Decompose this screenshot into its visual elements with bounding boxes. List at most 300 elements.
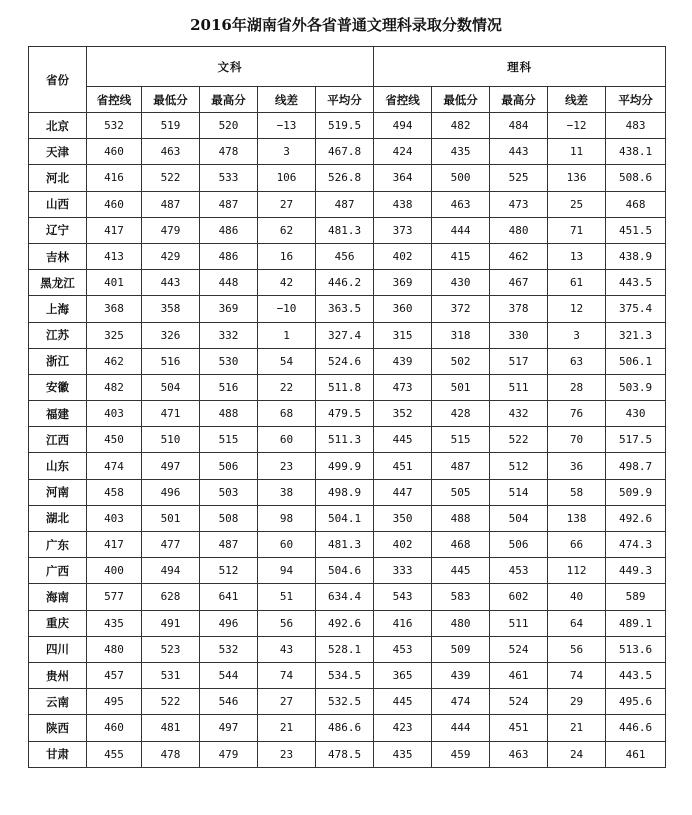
score-cell: 495: [87, 689, 142, 715]
score-cell: 136: [548, 165, 606, 191]
score-cell: 375.4: [606, 296, 666, 322]
score-cell: 522: [142, 165, 200, 191]
score-cell: 66: [548, 532, 606, 558]
province-cell: 海南: [29, 584, 87, 610]
score-cell: 602: [490, 584, 548, 610]
table-row: [29, 610, 666, 636]
score-cell: 487: [200, 532, 258, 558]
score-cell: 417: [87, 217, 142, 243]
score-cell: 510: [142, 427, 200, 453]
score-cell: 446.6: [606, 715, 666, 741]
score-cell: 516: [200, 374, 258, 400]
score-cell: 27: [258, 191, 316, 217]
score-cell: 402: [374, 243, 432, 269]
score-cell: 467.8: [316, 139, 374, 165]
score-cell: 508.6: [606, 165, 666, 191]
score-cell: 532: [87, 113, 142, 139]
score-cell: 378: [490, 296, 548, 322]
score-cell: 468: [432, 532, 490, 558]
score-cell: 500: [432, 165, 490, 191]
table-row: [29, 270, 666, 296]
score-cell: 528.1: [316, 636, 374, 662]
score-cell: 496: [142, 479, 200, 505]
score-cell: 43: [258, 636, 316, 662]
province-cell: 甘肃: [29, 741, 87, 767]
score-cell: 509.9: [606, 479, 666, 505]
score-cell: 494: [142, 558, 200, 584]
score-cell: 36: [548, 453, 606, 479]
score-cell: 477: [142, 532, 200, 558]
score-cell: 511: [490, 610, 548, 636]
column-header: 线差: [548, 87, 606, 113]
score-cell: 491: [142, 610, 200, 636]
score-cell: 60: [258, 532, 316, 558]
score-cell: 462: [490, 243, 548, 269]
score-cell: 514: [490, 479, 548, 505]
score-cell: 486.6: [316, 715, 374, 741]
score-cell: 435: [432, 139, 490, 165]
header-row-columns: [29, 87, 666, 113]
table-body: [29, 113, 666, 768]
province-cell: 河北: [29, 165, 87, 191]
score-cell: 479.5: [316, 401, 374, 427]
province-cell: 天津: [29, 139, 87, 165]
score-cell: 416: [374, 610, 432, 636]
score-cell: 428: [432, 401, 490, 427]
score-cell: 403: [87, 505, 142, 531]
score-cell: 463: [142, 139, 200, 165]
score-cell: 517: [490, 348, 548, 374]
table-row: [29, 558, 666, 584]
score-cell: 463: [490, 741, 548, 767]
score-cell: 445: [432, 558, 490, 584]
score-cell: 23: [258, 741, 316, 767]
score-cell: 517.5: [606, 427, 666, 453]
score-cell: 3: [258, 139, 316, 165]
score-cell: 438.1: [606, 139, 666, 165]
score-cell: 448: [200, 270, 258, 296]
score-cell: 451: [490, 715, 548, 741]
score-cell: 460: [87, 139, 142, 165]
table-row: [29, 662, 666, 688]
province-cell: 山东: [29, 453, 87, 479]
score-cell: 481.3: [316, 532, 374, 558]
column-header: 最低分: [142, 87, 200, 113]
score-cell: 112: [548, 558, 606, 584]
score-cell: 459: [432, 741, 490, 767]
score-cell: 443.5: [606, 270, 666, 296]
score-cell: 424: [374, 139, 432, 165]
score-cell: 532: [200, 636, 258, 662]
score-cell: 456: [316, 243, 374, 269]
score-cell: 24: [548, 741, 606, 767]
score-cell: 369: [374, 270, 432, 296]
score-cell: 488: [200, 401, 258, 427]
score-cell: 589: [606, 584, 666, 610]
score-cell: 54: [258, 348, 316, 374]
table-row: [29, 374, 666, 400]
score-cell: 445: [374, 689, 432, 715]
score-cell: 495.6: [606, 689, 666, 715]
score-cell: 27: [258, 689, 316, 715]
score-cell: 583: [432, 584, 490, 610]
score-cell: 628: [142, 584, 200, 610]
score-cell: 430: [606, 401, 666, 427]
province-cell: 广东: [29, 532, 87, 558]
score-cell: 68: [258, 401, 316, 427]
score-cell: 480: [87, 636, 142, 662]
score-cell: 446.2: [316, 270, 374, 296]
score-cell: 530: [200, 348, 258, 374]
score-cell: 502: [432, 348, 490, 374]
score-cell: 402: [374, 532, 432, 558]
score-cell: 523: [142, 636, 200, 662]
province-cell: 河南: [29, 479, 87, 505]
score-cell: 451: [374, 453, 432, 479]
score-cell: 506.1: [606, 348, 666, 374]
score-cell: 501: [142, 505, 200, 531]
score-cell: 403: [87, 401, 142, 427]
score-cell: 1: [258, 322, 316, 348]
score-cell: 460: [87, 715, 142, 741]
table-row: [29, 322, 666, 348]
score-cell: 363.5: [316, 296, 374, 322]
score-cell: 451.5: [606, 217, 666, 243]
score-cell: 497: [142, 453, 200, 479]
score-cell: 439: [432, 662, 490, 688]
score-cell: 29: [548, 689, 606, 715]
table-row: [29, 217, 666, 243]
score-cell: 506: [200, 453, 258, 479]
score-cell: 524: [490, 689, 548, 715]
score-cell: −12: [548, 113, 606, 139]
score-cell: 438.9: [606, 243, 666, 269]
score-cell: 401: [87, 270, 142, 296]
score-cell: 40: [548, 584, 606, 610]
score-cell: 498.9: [316, 479, 374, 505]
score-cell: 480: [432, 610, 490, 636]
score-cell: 483: [606, 113, 666, 139]
score-cell: 21: [548, 715, 606, 741]
score-cell: 494: [374, 113, 432, 139]
score-cell: 326: [142, 322, 200, 348]
score-cell: 479: [142, 217, 200, 243]
score-cell: 524: [490, 636, 548, 662]
score-cell: 509: [432, 636, 490, 662]
score-cell: 532.5: [316, 689, 374, 715]
score-cell: 327.4: [316, 322, 374, 348]
score-cell: 503.9: [606, 374, 666, 400]
province-cell: 湖北: [29, 505, 87, 531]
column-header: 最低分: [432, 87, 490, 113]
score-cell: 474: [87, 453, 142, 479]
score-cell: 321.3: [606, 322, 666, 348]
score-cell: 525: [490, 165, 548, 191]
score-cell: 453: [374, 636, 432, 662]
group-header-like: 理科: [374, 47, 666, 87]
score-cell: 497: [200, 715, 258, 741]
score-cell: 60: [258, 427, 316, 453]
score-cell: 544: [200, 662, 258, 688]
score-cell: 429: [142, 243, 200, 269]
score-cell: 416: [87, 165, 142, 191]
score-cell: 423: [374, 715, 432, 741]
score-cell: 369: [200, 296, 258, 322]
score-cell: 515: [432, 427, 490, 453]
score-cell: 3: [548, 322, 606, 348]
score-cell: 634.4: [316, 584, 374, 610]
score-cell: 365: [374, 662, 432, 688]
score-cell: 504.1: [316, 505, 374, 531]
score-cell: 504: [490, 505, 548, 531]
score-cell: 506: [490, 532, 548, 558]
score-cell: 458: [87, 479, 142, 505]
score-cell: 413: [87, 243, 142, 269]
score-cell: 38: [258, 479, 316, 505]
score-table: [28, 46, 666, 768]
score-cell: 62: [258, 217, 316, 243]
score-cell: 487: [142, 191, 200, 217]
province-cell: 吉林: [29, 243, 87, 269]
score-cell: 453: [490, 558, 548, 584]
score-cell: 499.9: [316, 453, 374, 479]
table-row: [29, 689, 666, 715]
score-cell: 481: [142, 715, 200, 741]
column-header: 省控线: [87, 87, 142, 113]
score-cell: 360: [374, 296, 432, 322]
score-cell: 415: [432, 243, 490, 269]
score-cell: 526.8: [316, 165, 374, 191]
score-cell: 511.3: [316, 427, 374, 453]
score-cell: 519.5: [316, 113, 374, 139]
score-cell: 467: [490, 270, 548, 296]
score-cell: 533: [200, 165, 258, 191]
column-header: 最高分: [490, 87, 548, 113]
score-cell: 487: [200, 191, 258, 217]
score-cell: 51: [258, 584, 316, 610]
province-cell: 山西: [29, 191, 87, 217]
column-header: 平均分: [606, 87, 666, 113]
score-cell: 443: [142, 270, 200, 296]
score-cell: 543: [374, 584, 432, 610]
column-header: 最高分: [200, 87, 258, 113]
score-cell: 373: [374, 217, 432, 243]
score-cell: 358: [142, 296, 200, 322]
table-row: [29, 505, 666, 531]
score-cell: 61: [548, 270, 606, 296]
score-cell: 516: [142, 348, 200, 374]
score-cell: 498.7: [606, 453, 666, 479]
province-cell: 重庆: [29, 610, 87, 636]
score-cell: 522: [490, 427, 548, 453]
table-row: [29, 296, 666, 322]
score-cell: 352: [374, 401, 432, 427]
score-cell: 505: [432, 479, 490, 505]
score-cell: 42: [258, 270, 316, 296]
score-cell: 364: [374, 165, 432, 191]
score-cell: 330: [490, 322, 548, 348]
score-cell: 496: [200, 610, 258, 636]
score-cell: 457: [87, 662, 142, 688]
score-cell: 461: [606, 741, 666, 767]
table-row: [29, 165, 666, 191]
score-cell: 519: [142, 113, 200, 139]
score-cell: 74: [258, 662, 316, 688]
score-cell: 450: [87, 427, 142, 453]
group-header-wenke: 文科: [87, 47, 374, 87]
score-cell: 473: [374, 374, 432, 400]
score-cell: 463: [432, 191, 490, 217]
score-cell: 435: [87, 610, 142, 636]
score-cell: 501: [432, 374, 490, 400]
score-cell: 487: [316, 191, 374, 217]
score-cell: 447: [374, 479, 432, 505]
score-cell: 333: [374, 558, 432, 584]
score-cell: 438: [374, 191, 432, 217]
score-cell: 76: [548, 401, 606, 427]
score-cell: 443.5: [606, 662, 666, 688]
score-cell: 641: [200, 584, 258, 610]
score-cell: 534.5: [316, 662, 374, 688]
score-cell: 478: [200, 139, 258, 165]
province-cell: 辽宁: [29, 217, 87, 243]
table-row: [29, 113, 666, 139]
table-row: [29, 243, 666, 269]
table-row: [29, 348, 666, 374]
score-cell: 462: [87, 348, 142, 374]
score-cell: 22: [258, 374, 316, 400]
province-cell: 江苏: [29, 322, 87, 348]
score-cell: 350: [374, 505, 432, 531]
score-cell: 460: [87, 191, 142, 217]
score-cell: 25: [548, 191, 606, 217]
score-cell: 478: [142, 741, 200, 767]
province-cell: 广西: [29, 558, 87, 584]
score-cell: 512: [490, 453, 548, 479]
score-cell: 64: [548, 610, 606, 636]
page-title: 2016年湖南省外各省普通文理科录取分数情况: [190, 16, 502, 34]
score-cell: 481.3: [316, 217, 374, 243]
score-cell: 432: [490, 401, 548, 427]
province-cell: 江西: [29, 427, 87, 453]
score-cell: 28: [548, 374, 606, 400]
score-cell: −13: [258, 113, 316, 139]
score-cell: 23: [258, 453, 316, 479]
header-row-groups: [29, 47, 666, 87]
table-row: [29, 636, 666, 662]
province-cell: 贵州: [29, 662, 87, 688]
table-row: [29, 191, 666, 217]
score-cell: 94: [258, 558, 316, 584]
score-cell: 489.1: [606, 610, 666, 636]
province-cell: 黑龙江: [29, 270, 87, 296]
score-cell: 315: [374, 322, 432, 348]
score-cell: 325: [87, 322, 142, 348]
score-cell: 56: [548, 636, 606, 662]
score-cell: 522: [142, 689, 200, 715]
score-cell: 318: [432, 322, 490, 348]
score-cell: 455: [87, 741, 142, 767]
score-cell: 71: [548, 217, 606, 243]
province-cell: 云南: [29, 689, 87, 715]
score-cell: 16: [258, 243, 316, 269]
table-row: [29, 401, 666, 427]
table-row: [29, 479, 666, 505]
score-cell: 444: [432, 715, 490, 741]
table-row: [29, 532, 666, 558]
score-cell: 482: [87, 374, 142, 400]
score-cell: 520: [200, 113, 258, 139]
table-row: [29, 584, 666, 610]
score-cell: 138: [548, 505, 606, 531]
score-cell: 368: [87, 296, 142, 322]
score-cell: 546: [200, 689, 258, 715]
score-cell: 513.6: [606, 636, 666, 662]
score-cell: 473: [490, 191, 548, 217]
score-cell: 106: [258, 165, 316, 191]
score-cell: 508: [200, 505, 258, 531]
column-header: 平均分: [316, 87, 374, 113]
score-cell: 13: [548, 243, 606, 269]
score-cell: 474.3: [606, 532, 666, 558]
score-cell: 332: [200, 322, 258, 348]
score-cell: 474: [432, 689, 490, 715]
score-cell: 56: [258, 610, 316, 636]
score-cell: 531: [142, 662, 200, 688]
table-row: [29, 715, 666, 741]
score-cell: 478.5: [316, 741, 374, 767]
score-cell: 492.6: [606, 505, 666, 531]
score-cell: 480: [490, 217, 548, 243]
province-cell: 浙江: [29, 348, 87, 374]
score-cell: −10: [258, 296, 316, 322]
score-cell: 400: [87, 558, 142, 584]
province-cell: 陕西: [29, 715, 87, 741]
table-row: [29, 453, 666, 479]
score-cell: 443: [490, 139, 548, 165]
province-cell: 北京: [29, 113, 87, 139]
score-cell: 98: [258, 505, 316, 531]
score-cell: 479: [200, 741, 258, 767]
score-cell: 21: [258, 715, 316, 741]
province-cell: 四川: [29, 636, 87, 662]
score-cell: 484: [490, 113, 548, 139]
score-cell: 577: [87, 584, 142, 610]
score-cell: 492.6: [316, 610, 374, 636]
score-cell: 486: [200, 217, 258, 243]
score-cell: 515: [200, 427, 258, 453]
score-cell: 445: [374, 427, 432, 453]
score-cell: 524.6: [316, 348, 374, 374]
score-cell: 417: [87, 532, 142, 558]
score-cell: 512: [200, 558, 258, 584]
score-cell: 430: [432, 270, 490, 296]
score-cell: 468: [606, 191, 666, 217]
table-row: [29, 427, 666, 453]
score-cell: 503: [200, 479, 258, 505]
score-cell: 74: [548, 662, 606, 688]
score-cell: 482: [432, 113, 490, 139]
score-cell: 471: [142, 401, 200, 427]
score-cell: 504.6: [316, 558, 374, 584]
score-cell: 488: [432, 505, 490, 531]
score-cell: 486: [200, 243, 258, 269]
column-header: 线差: [258, 87, 316, 113]
score-cell: 63: [548, 348, 606, 374]
province-cell: 上海: [29, 296, 87, 322]
score-cell: 439: [374, 348, 432, 374]
province-cell: 福建: [29, 401, 87, 427]
